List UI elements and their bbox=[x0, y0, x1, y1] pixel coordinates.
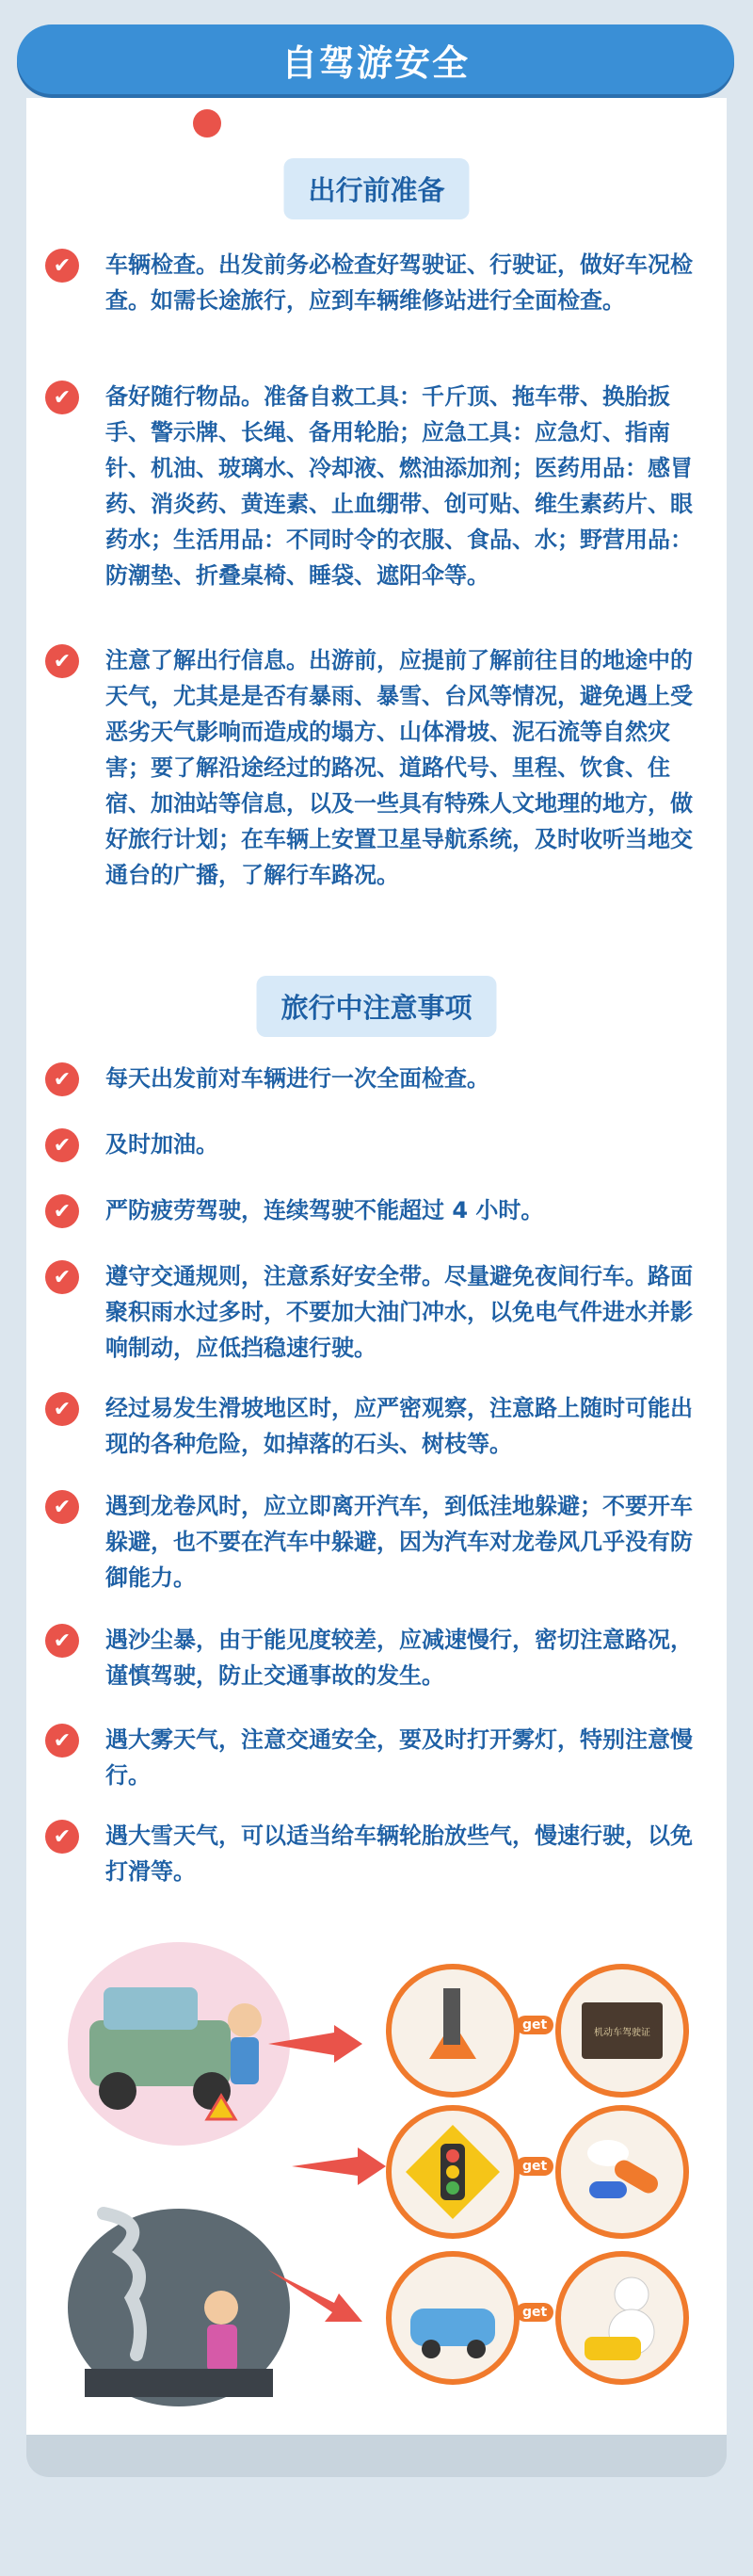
checkmark-icon: ✔ bbox=[45, 381, 79, 414]
item-text: 每天出发前对车辆进行一次全面检查。 bbox=[105, 1065, 489, 1092]
arrow-icon bbox=[268, 2270, 362, 2326]
list-item bbox=[45, 642, 695, 893]
arrow-icon bbox=[292, 2147, 386, 2185]
list-item bbox=[45, 1126, 695, 1162]
checkmark-icon: ✔ bbox=[45, 1062, 79, 1096]
item-text: 遇大雪天气，可以适当给车辆轮胎放些气，慢速行驶，以免打滑等。 bbox=[105, 1823, 693, 1885]
item-text: 遇大雾天气，注意交通安全，要及时打开雾灯，特别注意慢行。 bbox=[105, 1726, 693, 1789]
car-jack-circle bbox=[386, 1964, 520, 2098]
list-item bbox=[45, 1818, 695, 1889]
list-item bbox=[45, 379, 695, 593]
snow-driving-circle bbox=[555, 2251, 689, 2385]
car-breakdown-illustration bbox=[66, 1931, 292, 2147]
page-title: 自驾游安全 bbox=[280, 41, 470, 84]
list-item bbox=[45, 1622, 695, 1693]
item-text: 严防疲劳驾驶，连续驾驶不能超过 4 小时。 bbox=[105, 1197, 544, 1223]
list-item bbox=[45, 247, 695, 318]
list-item bbox=[45, 1390, 695, 1462]
item-text: 及时加油。 bbox=[105, 1131, 218, 1158]
checkmark-icon: ✔ bbox=[45, 1490, 79, 1524]
section-title-during-trip: 旅行中注意事项 bbox=[256, 976, 496, 1037]
list-item bbox=[45, 1258, 695, 1366]
section-title-before-trip: 出行前准备 bbox=[283, 158, 469, 219]
get-badge: get bbox=[516, 2303, 553, 2322]
decorative-dot bbox=[193, 109, 221, 138]
list-item bbox=[45, 1722, 695, 1793]
item-text: 遇沙尘暴，由于能见度较差，应减速慢行，密切注意路况，谨慎驾驶，防止交通事故的发生。 bbox=[105, 1627, 693, 1689]
checkmark-icon: ✔ bbox=[45, 249, 79, 283]
title-banner bbox=[17, 24, 734, 94]
driving-license-circle bbox=[555, 1964, 689, 2098]
checkmark-icon: ✔ bbox=[45, 1260, 79, 1294]
license-card: 机动车驾驶证 bbox=[582, 2002, 663, 2059]
item-text: 经过易发生滑坡地区时，应严密观察，注意路上随时可能出现的各种危险，如掉落的石头、树枝等。 bbox=[105, 1395, 693, 1457]
checkmark-icon: ✔ bbox=[45, 1820, 79, 1854]
checkmark-icon: ✔ bbox=[45, 1724, 79, 1758]
item-text: 备好随行物品。准备自救工具：千斤顶、拖车带、换胎扳手、警示牌、长绳、备用轮胎；应急工具：应急灯、指南针、机油、玻璃水、冷却液、燃油添加剂；医药用品：感冒药、消炎药、黄连素、止血绷带、创可贴、维生素药片、眼药水；生活用品：不同时令的衣服、食品、水；野营用品：防潮垫、折叠桌椅、睡袋、遮阳伞等。 bbox=[105, 383, 693, 589]
item-text: 车辆检查。出发前务必检查好驾驶证、行驶证，做好车况检查。如需长途旅行，应到车辆维修站进行全面检查。 bbox=[105, 251, 693, 314]
list-item bbox=[45, 1488, 695, 1596]
checkmark-icon: ✔ bbox=[45, 644, 79, 678]
get-badge: get bbox=[516, 2157, 553, 2176]
traffic-light-circle bbox=[386, 2105, 520, 2239]
get-badge: get bbox=[516, 2016, 553, 2034]
arrow-icon bbox=[268, 2025, 362, 2063]
medicine-circle bbox=[555, 2105, 689, 2239]
item-text: 遵守交通规则，注意系好安全带。尽量避免夜间行车。路面聚积雨水过多时，不要加大油门冲水，以免电气件进水并影响制动，应低挡稳速行驶。 bbox=[105, 1263, 693, 1361]
item-text: 注意了解出行信息。出游前，应提前了解前往目的地途中的天气，尤其是是否有暴雨、暴雪、台风等情况，避免遇上受恶劣天气影响而造成的塌方、山体滑坡、泥石流等自然灾害；要了解沿途经过的路况、道路代号、里程、饮食、住宿、加油站等信息，以及一些具有特殊人文地理的地方，做好旅行计划；在车辆上安置卫星导航系统，及时收听当地交通台的广播，了解行车路况。 bbox=[105, 647, 693, 888]
item-text: 遇到龙卷风时，应立即离开汽车，到低洼地躲避；不要开车躲避，也不要在汽车中躲避，因为汽车对龙卷风几乎没有防御能力。 bbox=[105, 1493, 693, 1591]
panel-bottom-curl bbox=[26, 2435, 727, 2477]
tornado-illustration bbox=[66, 2195, 292, 2411]
car-wash-circle bbox=[386, 2251, 520, 2385]
checkmark-icon: ✔ bbox=[45, 1624, 79, 1658]
list-item bbox=[45, 1061, 695, 1096]
checkmark-icon: ✔ bbox=[45, 1128, 79, 1162]
checkmark-icon: ✔ bbox=[45, 1392, 79, 1426]
list-item bbox=[45, 1192, 695, 1228]
checkmark-icon: ✔ bbox=[45, 1194, 79, 1228]
